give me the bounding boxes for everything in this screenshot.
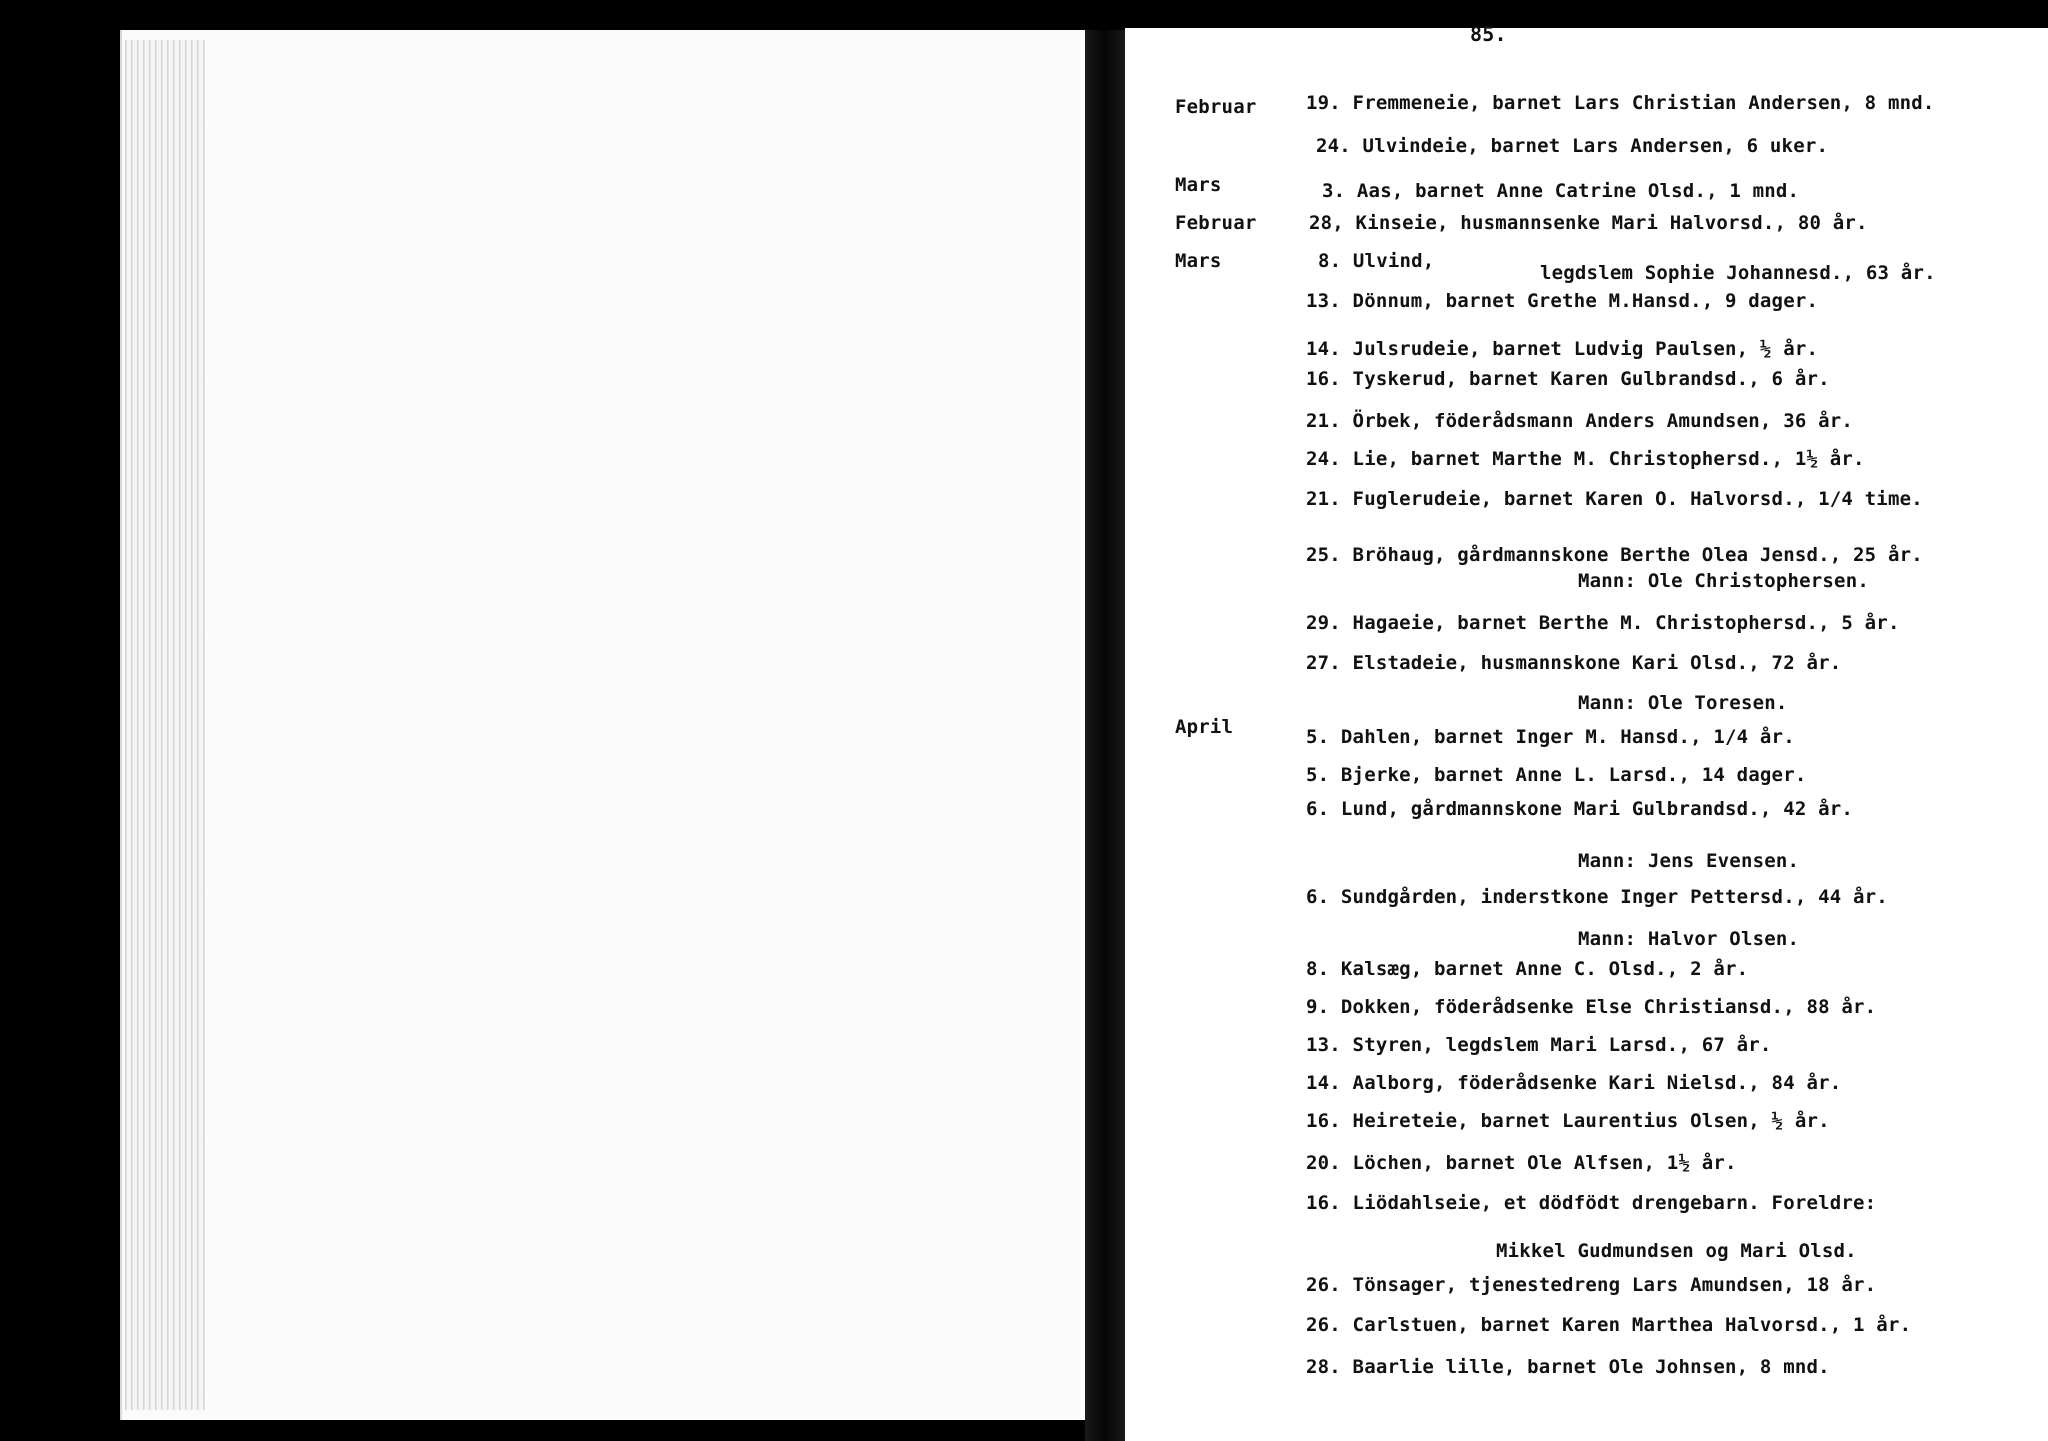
month-label: Februar xyxy=(1175,96,1257,118)
register-entry: 25. Bröhaug, gårdmannskone Berthe Olea Jensd., 25 år. xyxy=(1306,544,1923,566)
register-entry: 21. Örbek, föderådsmann Anders Amundsen, 36 år. xyxy=(1306,410,1854,432)
register-entry: 3. Aas, barnet Anne Catrine Olsd., 1 mnd. xyxy=(1322,180,1800,202)
register-entry: 13. Dönnum, barnet Grethe M.Hansd., 9 dager. xyxy=(1306,290,1819,312)
register-entry: 16. Tyskerud, barnet Karen Gulbrandsd., 6 år. xyxy=(1306,368,1830,390)
register-entry: Mikkel Gudmundsen og Mari Olsd. xyxy=(1496,1240,1857,1262)
month-label: Mars xyxy=(1175,250,1222,272)
register-entry: 8. Ulvind, xyxy=(1318,250,1435,272)
left-page-bleed-through xyxy=(255,90,1035,1390)
register-entry: 24. Ulvindeie, barnet Lars Andersen, 6 uker. xyxy=(1316,135,1829,157)
month-label: April xyxy=(1175,716,1234,738)
register-entry: 26. Tönsager, tjenestedreng Lars Amundsen, 18 år. xyxy=(1306,1274,1877,1296)
month-label: Mars xyxy=(1175,174,1222,196)
register-entry: Mann: Jens Evensen. xyxy=(1578,850,1800,872)
register-entry: 26. Carlstuen, barnet Karen Marthea Halvorsd., 1 år. xyxy=(1306,1314,1912,1336)
register-entry: Mann: Ole Toresen. xyxy=(1578,692,1788,714)
register-entry: 29. Hagaeie, barnet Berthe M. Christophersd., 5 år. xyxy=(1306,612,1900,634)
register-entry: 6. Sundgården, inderstkone Inger Pettersd., 44 år. xyxy=(1306,886,1888,908)
register-entry: Mann: Ole Christophersen. xyxy=(1578,570,1869,592)
page-number: 85. xyxy=(1470,22,1507,46)
register-entry: 14. Aalborg, föderådsenke Kari Nielsd., 84 år. xyxy=(1306,1072,1842,1094)
month-label: Februar xyxy=(1175,212,1257,234)
register-entry: 28. Baarlie lille, barnet Ole Johnsen, 8 mnd. xyxy=(1306,1356,1830,1378)
register-entry: 5. Dahlen, barnet Inger M. Hansd., 1/4 år. xyxy=(1306,726,1795,748)
register-entry: 13. Styren, legdslem Mari Larsd., 67 år. xyxy=(1306,1034,1772,1056)
register-entry: legdslem Sophie Johannesd., 63 år. xyxy=(1540,262,1936,284)
register-entry: 24. Lie, barnet Marthe M. Christophersd., 1½ år. xyxy=(1306,448,1865,470)
register-entry: 6. Lund, gårdmannskone Mari Gulbrandsd., 42 år. xyxy=(1306,798,1854,820)
register-entry: 21. Fuglerudeie, barnet Karen O. Halvorsd., 1/4 time. xyxy=(1306,488,1923,510)
book-spine xyxy=(1085,30,1125,1441)
page-edges xyxy=(125,40,205,1410)
register-entry: 27. Elstadeie, husmannskone Kari Olsd., 72 år. xyxy=(1306,652,1842,674)
register-entry: 9. Dokken, föderådsenke Else Christiansd., 88 år. xyxy=(1306,996,1877,1018)
register-entry: 28, Kinseie, husmannsenke Mari Halvorsd., 80 år. xyxy=(1309,212,1868,234)
register-entry: Mann: Halvor Olsen. xyxy=(1578,928,1800,950)
register-entry: 19. Fremmeneie, barnet Lars Christian Andersen, 8 mnd. xyxy=(1306,92,1935,114)
register-entry: 16. Liödahlseie, et dödfödt drengebarn. Foreldre: xyxy=(1306,1192,1877,1214)
register-entry: 16. Heireteie, barnet Laurentius Olsen, ½ år. xyxy=(1306,1110,1830,1132)
register-entry: 8. Kalsæg, barnet Anne C. Olsd., 2 år. xyxy=(1306,958,1749,980)
register-entry: 5. Bjerke, barnet Anne L. Larsd., 14 dager. xyxy=(1306,764,1807,786)
register-entry: 14. Julsrudeie, barnet Ludvig Paulsen, ½ år. xyxy=(1306,338,1819,360)
register-entry: 20. Löchen, barnet Ole Alfsen, 1½ år. xyxy=(1306,1152,1737,1174)
